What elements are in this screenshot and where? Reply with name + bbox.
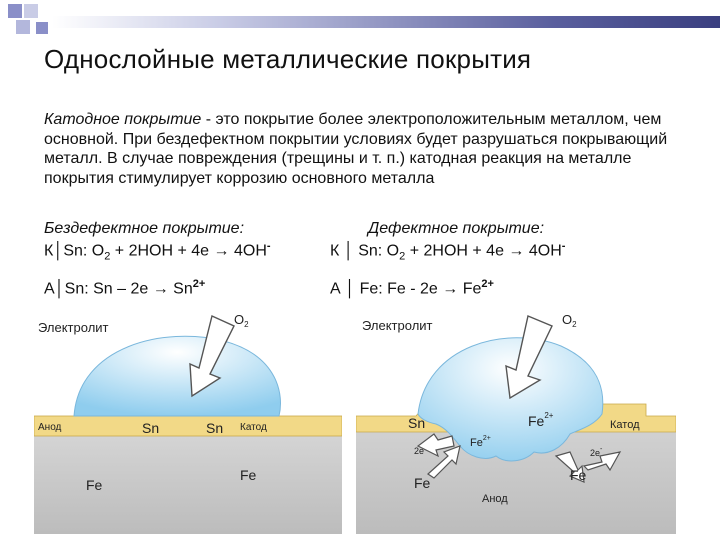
- sn-label-2: Sn: [206, 420, 224, 436]
- fe-label-2: Fe: [86, 477, 103, 493]
- anode-label: Анод: [38, 422, 62, 433]
- electrolyte-label: Электролит: [362, 318, 433, 333]
- fe-top-label: $Fe^{2+}$: [528, 411, 554, 429]
- coating-layer: [34, 416, 342, 436]
- oxygen-label: $O_2$: [562, 312, 577, 329]
- definition-lead: Катодное покрытие: [44, 111, 202, 128]
- electron-label-left: 2e: [414, 446, 425, 456]
- base-metal-layer: [34, 436, 342, 534]
- defective-coating-diagram: [356, 306, 676, 534]
- left-anode-equation: А│Sn: $Sn - 2e \to Sn^{2+}$: [44, 278, 206, 298]
- slide-title: Однослойные металлические покрытия: [44, 44, 532, 74]
- decor-square-2: [24, 4, 38, 18]
- definition-paragraph: [44, 110, 694, 188]
- electron-label-right: 2e-: [590, 446, 603, 458]
- left-caption: Бездефектное покрытие:: [44, 220, 245, 237]
- anode-label: Анод: [482, 493, 508, 505]
- right-cathode-equation: К │ Sn: $O_2 + 2HOH + 4e \to 4OH^-$: [330, 240, 566, 263]
- fe-mid-label: $Fe^{2+}$: [470, 435, 491, 449]
- fe-label-1: Fe: [240, 467, 257, 483]
- electrolyte-drop: [74, 336, 280, 416]
- defect-free-coating-diagram: [34, 306, 342, 534]
- definition-text: - это покрытие более электроположительным металлом, чем основной. При бездефектном покрытии условиях будет разрушаться покрывающий металл. В случае повреждения (трещины и т. п.) катодная реакция на металле покрытия стимулирует коррозию основного металла: [44, 111, 668, 187]
- right-anode-equation: А │ Fe: $Fe - 2e \to Fe^{2+}$: [330, 278, 494, 298]
- oxygen-label: $O_2$: [234, 312, 249, 329]
- decor-square-3: [16, 20, 30, 34]
- cathode-label: Катод: [610, 419, 640, 431]
- fe-bottom-right-label: Fe: [570, 467, 587, 483]
- title-decor-bar: [52, 16, 720, 28]
- fe-bottom-left-label: Fe: [414, 475, 431, 491]
- left-cathode-equation: К│Sn: $O_2 + 2HOH + 4e \to 4OH^-$: [44, 240, 271, 263]
- electrolyte-label: Электролит: [38, 320, 109, 335]
- right-caption: Дефектное покрытие:: [368, 220, 545, 237]
- decor-square-4: [36, 22, 48, 34]
- decor-square-1: [8, 4, 22, 18]
- sn-label-1: Sn: [142, 420, 160, 436]
- cathode-label: Катод: [240, 422, 267, 433]
- sn-label: Sn: [408, 415, 426, 431]
